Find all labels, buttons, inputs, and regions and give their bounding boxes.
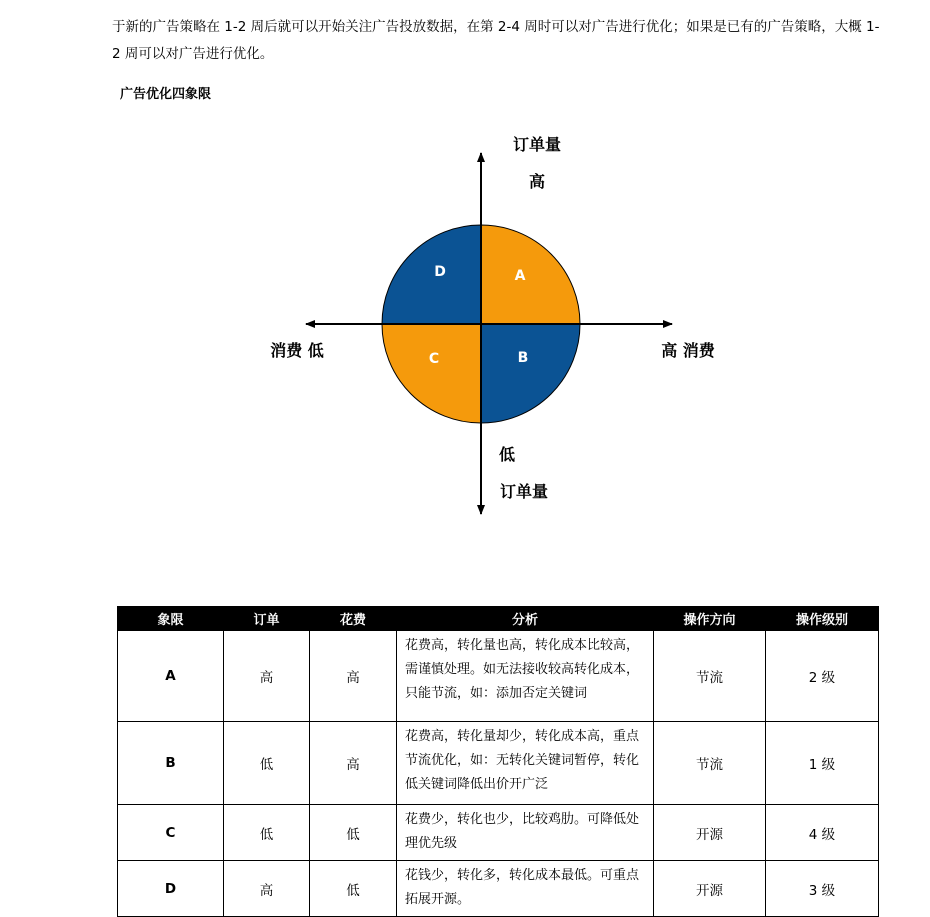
- quadrant-c-label: C: [428, 351, 440, 367]
- quadrant-a-label: A: [514, 268, 526, 284]
- quadrant-a: [481, 225, 580, 324]
- cell-level: 3 级: [766, 861, 879, 917]
- cell-orders: 低: [224, 805, 310, 861]
- header-analysis: 分析: [397, 607, 654, 631]
- quadrant-d-label: D: [434, 264, 446, 280]
- cell-spend: 低: [310, 861, 397, 917]
- intro-paragraph: 于新的广告策略在 1-2 周后就可以开始关注广告投放数据，在第 2-4 周时可以对广告进行优化；如果是已有的广告策略，大概 1-2 周可以对广告进行优化。: [112, 19, 880, 62]
- table-row: [118, 805, 879, 861]
- header-direction: 操作方向: [654, 607, 766, 631]
- cell-quadrant: C: [118, 805, 224, 861]
- axis-top-label: 订单量: [512, 135, 562, 154]
- axis-right-label: 高 消费: [661, 341, 715, 360]
- cell-analysis: 花费高，转化量却少，转化成本高，重点节流优化，如：无转化关键词暂停，转化低关键词降低出价开广泛: [397, 722, 654, 805]
- table-header-row: [118, 607, 879, 631]
- cell-direction: 节流: [654, 631, 766, 722]
- cell-direction: 开源: [654, 861, 766, 917]
- cell-analysis: 花费高，转化量也高，转化成本比较高，需谨慎处理。如无法接收较高转化成本，只能节流，如：添加否定关键词: [397, 631, 654, 722]
- section-title: 广告优化四象限: [120, 87, 212, 102]
- quadrant-c: [382, 324, 481, 423]
- cell-level: 1 级: [766, 722, 879, 805]
- cell-orders: 低: [224, 722, 310, 805]
- cell-quadrant: B: [118, 722, 224, 805]
- quadrant-table: [117, 606, 879, 917]
- cell-direction: 节流: [654, 722, 766, 805]
- axis-left-label: 消费 低: [270, 341, 324, 360]
- header-spend: 花费: [310, 607, 397, 631]
- header-quadrant: 象限: [118, 607, 224, 631]
- cell-orders: 高: [224, 861, 310, 917]
- table-row: [118, 722, 879, 805]
- header-level: 操作级别: [766, 607, 879, 631]
- quadrant-b-label: B: [517, 350, 529, 366]
- quadrant-d: [382, 225, 481, 324]
- cell-direction: 开源: [654, 805, 766, 861]
- quadrant-b: [481, 324, 580, 423]
- cell-quadrant: D: [118, 861, 224, 917]
- cell-spend: 高: [310, 722, 397, 805]
- cell-analysis: 花费少，转化也少，比较鸡肋。可降低处理优先级: [397, 805, 654, 861]
- cell-orders: 高: [224, 631, 310, 722]
- cell-spend: 高: [310, 631, 397, 722]
- axis-bottom-label: 订单量: [499, 482, 549, 501]
- cell-level: 4 级: [766, 805, 879, 861]
- table-row: [118, 631, 879, 722]
- cell-quadrant: A: [118, 631, 224, 722]
- table-row: [118, 861, 879, 917]
- axis-top-high: 高: [528, 172, 546, 191]
- cell-spend: 低: [310, 805, 397, 861]
- header-orders: 订单: [224, 607, 310, 631]
- cell-analysis: 花钱少，转化多，转化成本最低。可重点拓展开源。: [397, 861, 654, 917]
- axis-bottom-low: 低: [498, 445, 516, 464]
- cell-level: 2 级: [766, 631, 879, 722]
